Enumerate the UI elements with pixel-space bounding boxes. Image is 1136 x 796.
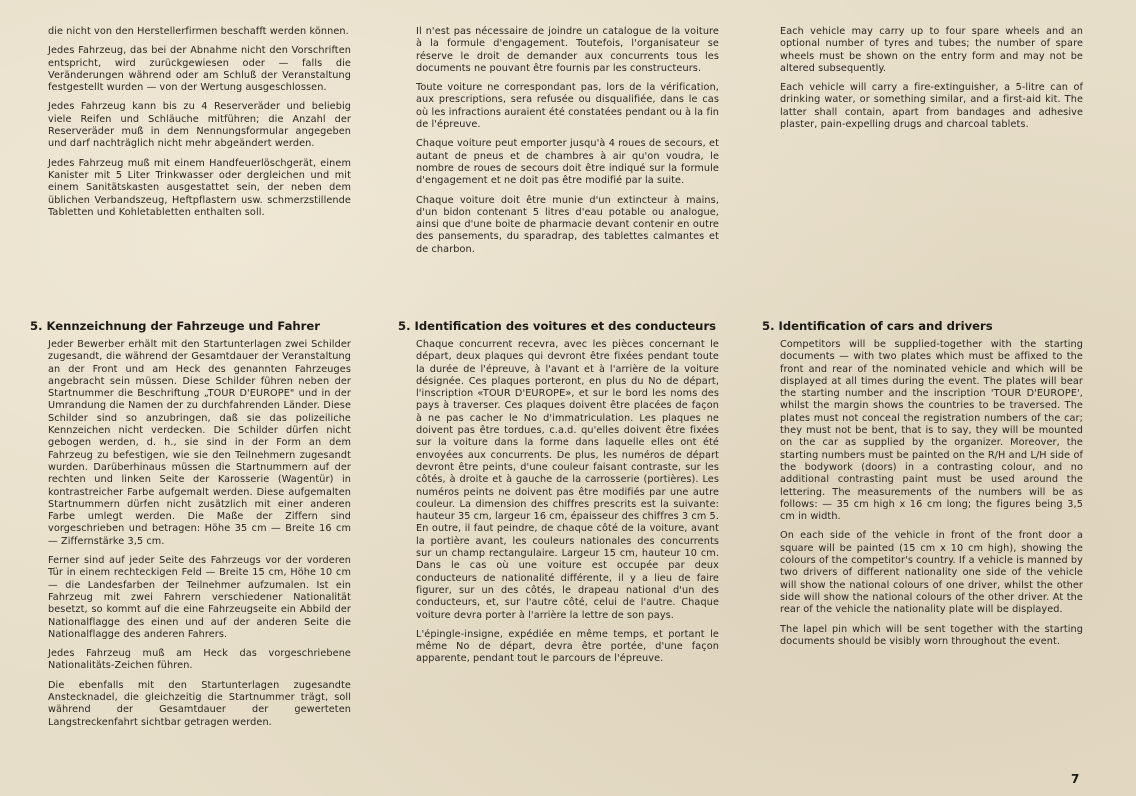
german-upper-section [48, 26, 351, 311]
french-section-heading: 5. Identification des voitures et des conducteurs [398, 319, 717, 333]
german-paragraph: die nicht von den Herstellerfirmen beschafft werden können. [48, 26, 349, 37]
french-paragraph: L'épingle-insigne, expédiée en même temps, et portant le même No de départ, devra être portée, d'une façon apparente, pendant tout le parcours de l'épreuve. [416, 628, 719, 665]
english-paragraph: On each side of the vehicle in front of the front door a square will be painted (15 cm x 10 cm high), showing the colours of the competitor's country. If a vehicle is manned by two drivers of different nationality one side of the vehicle will show the national colours of one driver, whilst the other side will show the national colours of the other driver. At the rear of the vehicle the nationality plate will be displayed. [780, 530, 1083, 616]
german-paragraph: Die ebenfalls mit den Startunterlagen zugesandte Anstecknadel, die gleichzeitig die Startnummer trägt, soll während der Gesamtdauer der gewerteten Langstreckenfahrt sichtbar getragen werden. [48, 679, 351, 728]
english-paragraph: Each vehicle may carry up to four spare wheels and an optional number of tyres and tubes; the number of spare wheels must be shown on the entry form and may not be altered subsequently. [780, 26, 1083, 74]
french-paragraph: Chaque voiture doit être munie d'un extincteur à mains, d'un bidon contenant 5 litres d'eau potable ou analogue, ainsi que d'une boite de pharmacie devant contenir en outre des pansements, du sparadrap, des tablettes calmantes et de charbon. [416, 194, 719, 255]
english-paragraph: The lapel pin which will be sent together with the starting documents should be visibly worn throughout the event. [780, 623, 1083, 647]
french-column [398, 26, 719, 673]
english-upper-section [780, 26, 1083, 311]
german-paragraph: Jedes Fahrzeug muß mit einem Handfeuerlöschgerät, einem Kanister mit 5 Liter Trinkwasser oder dergleichen und mit einem Sanitätskasten ausgestattet sein, der neben dem üblichen Verbandszeug, Heftpflastern usw. schmerzstillende Tabletten und Kohletabletten enthalten soll. [48, 157, 351, 218]
french-paragraph: Chaque concurrent recevra, avec les pièces concernant le départ, deux plaques qui devront être fixées pendant toute la durée de l'épreuve, à l'avant et à l'arrière de la voiture désignée. Ces plaques porteront, en plus du No de départ, l'inscription «TOUR D'EUROPE», et sur le bord les noms des pays à traverser. Ces plaques doivent être placées de façon à ne pas cacher le No d'immatriculation. Les plaques ne doivent pas être tordues, c.a.d. qu'elles doivent être fixées sur la voiture dans la forme dans laquelle elles ont été envoyées aux concurrents. De plus, les numéros de départ devront être peints, d'une couleur faisant contraste, sur les côtés, à droite et à gauche de la carrosserie (portières). Les numéros peints ne doivent pas être modifiés par une autre couleur. La dimension des chiffres prescrits est la suivante: hauteur 35 cm, largeur 16 cm, épaisseur des chiffres 3 cm 5. En outre, il faut peindre, de chaque côté de la voiture, avant la portière avant, les couleurs nationales des concurrents sur un champ rectangulaire. Largeur 15 cm, hauteur 10 cm. Dans le cas où une voiture est occupée par deux conducteurs de nationalité différente, il y a lieu de faire figurer, sur un des côtés, le drapeau national d'un des conducteurs, et, sur l'autre côté, celui de l'autre. Chaque voiture devra porter à l'arrière la lettre de son pays. [416, 339, 719, 621]
german-column [30, 26, 351, 736]
german-lower-section [30, 319, 351, 729]
french-upper-section [416, 26, 719, 311]
german-section-heading: 5. Kennzeichnung der Fahrzeuge und Fahrer [30, 319, 320, 333]
english-lower-section [762, 319, 1083, 648]
french-lower-section [398, 319, 719, 666]
english-column [762, 26, 1083, 655]
german-paragraph: Jedes Fahrzeug kann bis zu 4 Reserveräder und beliebig viele Reifen und Schläuche mitführen; die Anzahl der Reserveräder muß in dem Nennungsformular angegeben und darf nachträglich nicht mehr abgeändert werden. [48, 101, 351, 150]
german-paragraph: Jedes Fahrzeug muß am Heck das vorgeschriebene Nationalitäts-Zeichen führen. [48, 648, 351, 672]
english-section-heading: 5. Identification of cars and drivers [762, 319, 993, 333]
german-paragraph: Jedes Fahrzeug, das bei der Abnahme nicht den Vorschriften entspricht, wird zurückgewiesen oder — falls die Veränderungen während oder am Schluß der Veranstaltung festgestellt wurden — von der Wertung ausgeschlossen. [48, 45, 351, 94]
english-paragraph: Competitors will be supplied-together with the starting documents — with two plates which must be affixed to the front and rear of the nominated vehicle and which will be displayed at all times during the event. The plates will bear the starting number and the inscription 'TOUR D'EUROPE', whilst the margin shows the countries to be traversed. The plates must not conceal the registration numbers of the car; they must not be bent, that is to say, they will be mounted on the car as supplied by the organizer. Moreover, the starting numbers must be painted on the R/H and L/H side of the bodywork (doors) in a contrasting colour, and no additional contrasting paint must be used around the lettering. The measurements of the numbers will be as follows: — 35 cm high x 16 cm long; the figures being 3,5 cm in width. [780, 339, 1083, 523]
german-paragraph: Jeder Bewerber erhält mit den Startunterlagen zwei Schilder zugesandt, die während der Gesamtdauer der Veranstaltung an der Front und am Heck des genannten Fahrzeuges angebracht sein müssen. Diese Schilder führen neben der Startnummer die Beschriftung „TOUR D'EUROPE" und in der Umrandung die Namen der zu durchfahrenden Länder. Diese Schilder sind so anzubringen, daß sie das polizeiliche Kennzeichen nicht verdecken. Die Schilder dürfen nicht gebogen werden, d. h., sie sind in der Form an dem Fahrzeug zu befestigen, wie sie den Teilnehmern zugesandt wurden. Darüberhinaus müssen die Startnummern auf der rechten und linken Seite der Karosserie (Wagentür) in kontrastreicher Farbe aufgemalt werden. Diese aufgemalten Startnummern dürfen nicht zusätzlich mit einer anderen Farbe umlegt werden. Die Maße der Ziffern sind vorgeschrieben und betragen: Höhe 35 cm — Breite 16 cm — Ziffernstärke 3,5 cm. [48, 339, 351, 547]
french-paragraph: Toute voiture ne correspondant pas, lors de la vérification, aux prescriptions, sera refusée ou disqualifiée, dans le cas où les infractions auraient été constatées pendant ou à la fin de l'épreuve. [416, 82, 719, 131]
english-paragraph: Each vehicle will carry a fire-extinguisher, a 5-litre can of drinking water, or something similar, and a first-aid kit. The latter shall contain, apart from bandages and adhesive plaster, pain-expelling drugs and charcoal tablets. [780, 82, 1083, 131]
french-paragraph: Il n'est pas nécessaire de joindre un catalogue de la voiture à la formule d'engagement. Toutefois, l'organisateur se réserve le droit de demander aux concurrents tous les documents ne pouvant être fournis par les constructeurs. [416, 26, 719, 74]
page-number: 7 [1071, 772, 1080, 786]
french-paragraph: Chaque voiture peut emporter jusqu'à 4 roues de secours, et autant de pneus et de chambres à air qu'on voudra, le nombre de roues de secours doit être indiqué sur la formule d'engagement et ne doit pas être modifié par la suite. [416, 138, 719, 187]
german-paragraph: Ferner sind auf jeder Seite des Fahrzeugs vor der vorderen Tür in einem rechteckigen Feld — Breite 15 cm, Höhe 10 cm — die Landesfarben der Teilnehmer aufzumalen. Ist ein Fahrzeug mit zwei Fahrern verschiedener Nationalität besetzt, so kommt auf die eine Fahrzeugseite ein Abbild der Nationalflagge des einen und auf der anderen Seite die Nationalflagge des anderen Fahrers. [48, 555, 351, 640]
